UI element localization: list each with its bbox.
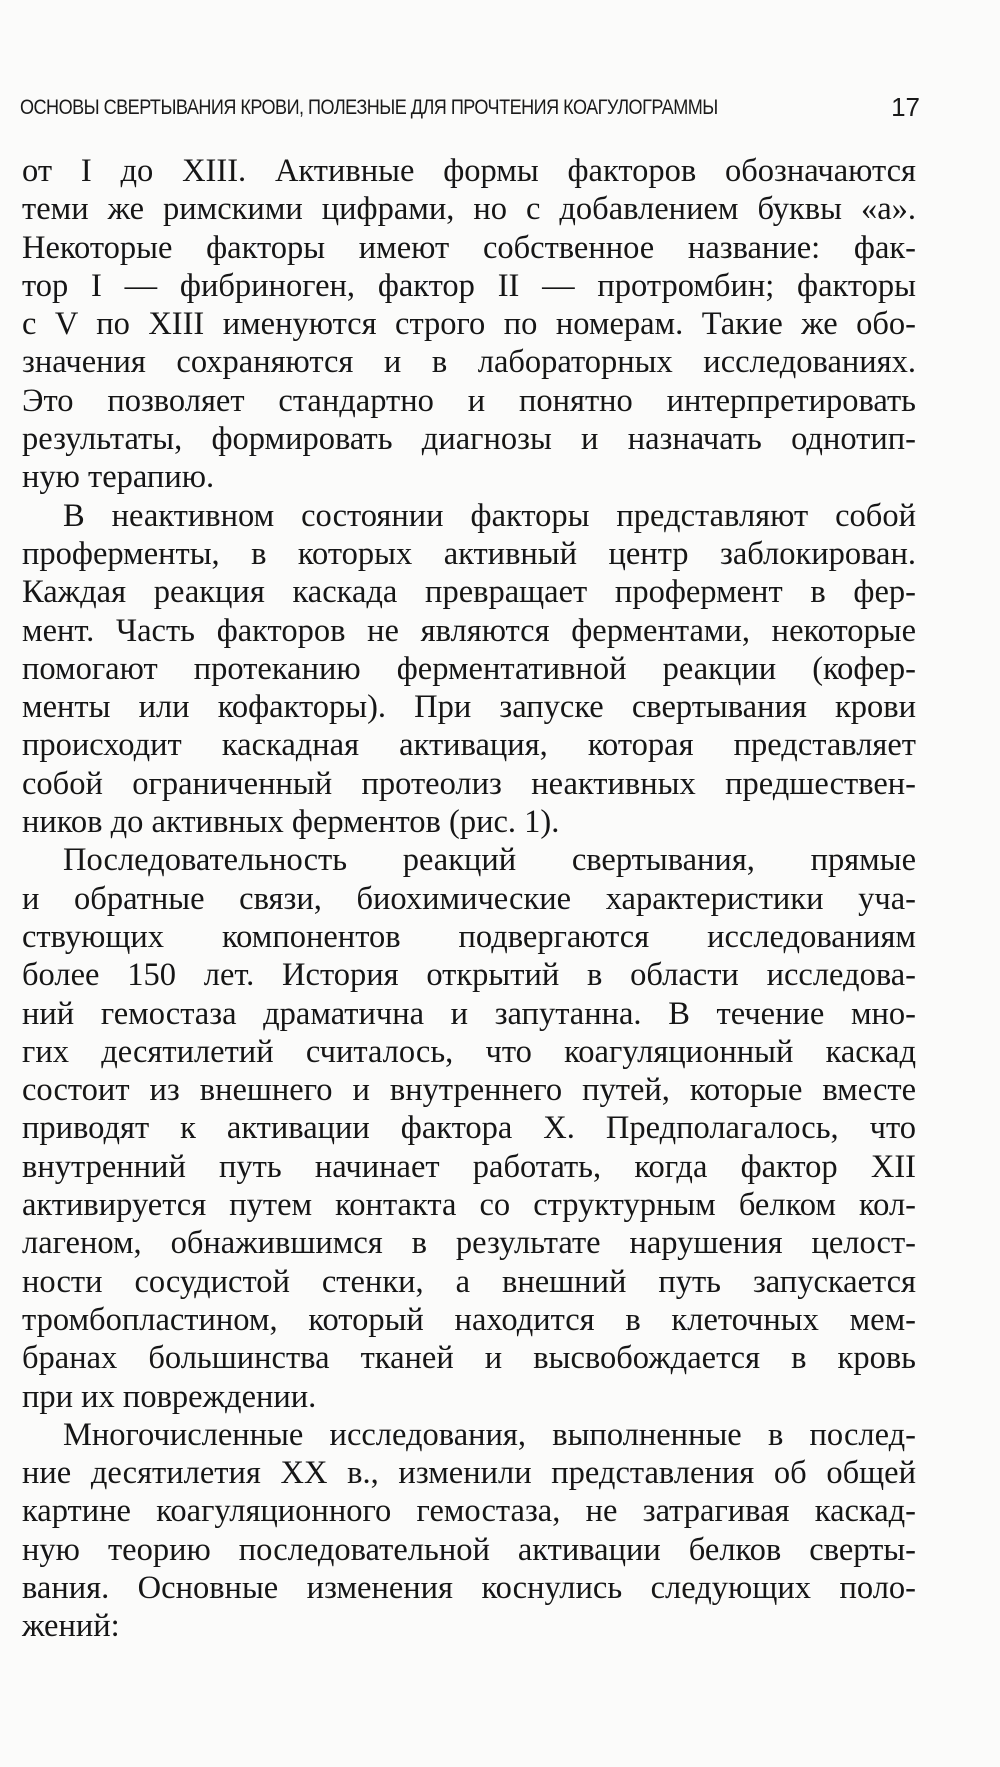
text-line: Это позволяет стандартно и понятно интерпретировать	[22, 382, 916, 419]
text-line: ников до активных ферментов (рис. 1).	[22, 804, 560, 841]
running-header	[20, 92, 920, 126]
text-line: Каждая реакция каскада превращает профермент в фер-	[22, 574, 916, 611]
text-line: картине коагуляционного гемостаза, не затрагивая каскад-	[22, 1493, 916, 1530]
text-line: помогают протеканию ферментативной реакции (кофер-	[22, 650, 916, 687]
text-line: более 150 лет. История открытий в области исследова-	[22, 957, 916, 994]
text-line: мент. Часть факторов не являются ферментами, некоторые	[22, 612, 916, 649]
text-line: бранах большинства тканей и высвобождается в кровь	[22, 1340, 916, 1377]
text-line: ний гемостаза драматична и запутанна. В течение мно-	[22, 995, 916, 1032]
paragraph	[22, 1416, 916, 1646]
text-line: результаты, формировать диагнозы и назначать однотип-	[22, 421, 916, 458]
text-line: внутренний путь начинает работать, когда фактор XII	[22, 1148, 916, 1185]
text-line: Некоторые факторы имеют собственное название: фак-	[22, 229, 916, 266]
running-title: ОСНОВЫ СВЕРТЫВАНИЯ КРОВИ, ПОЛЕЗНЫЕ ДЛЯ ПРОЧТЕНИЯ КОАГУЛОГРАММЫ	[20, 96, 718, 119]
text-line: ности сосудистой стенки, а внешний путь запускается	[22, 1263, 916, 1300]
text-line: жений:	[22, 1608, 120, 1645]
text-line: тромбопластином, который находится в клеточных мем-	[22, 1301, 916, 1338]
text-line: проферменты, в которых активный центр заблокирован.	[22, 535, 916, 572]
text-line: собой ограниченный протеолиз неактивных предшествен-	[22, 765, 916, 802]
body-text	[22, 152, 916, 1646]
text-line: вания. Основные изменения коснулись следующих поло-	[22, 1569, 916, 1606]
text-line: приводят к активации фактора X. Предполагалось, что	[22, 1110, 916, 1147]
text-line: тор I — фибриноген, фактор II — протромбин; факторы	[22, 267, 916, 304]
text-line: ствующих компонентов подвергаются исследованиям	[22, 918, 916, 955]
text-line: Последовательность реакций свертывания, прямые	[63, 842, 916, 879]
text-line: ную теорию последовательной активации белков сверты-	[22, 1531, 916, 1568]
text-line: и обратные связи, биохимические характеристики уча-	[22, 880, 916, 917]
text-line: гих десятилетий считалось, что коагуляционный каскад	[22, 1033, 916, 1070]
text-line: лагеном, обнажившимся в результате нарушения целост-	[22, 1225, 916, 1262]
page-number: 17	[891, 92, 920, 122]
text-line: с V по XIII именуются строго по номерам. Такие же обо-	[22, 306, 916, 343]
paragraph	[22, 152, 916, 497]
text-line: ние десятилетия XX в., изменили представления об общей	[22, 1455, 916, 1492]
paragraph	[22, 841, 916, 1415]
text-line: происходит каскадная активация, которая представляет	[22, 727, 916, 764]
text-line: при их повреждении.	[22, 1378, 317, 1415]
text-line: ную терапию.	[22, 459, 215, 496]
text-line: состоит из внешнего и внутреннего путей, которые вместе	[22, 1072, 916, 1109]
text-line: активируется путем контакта со структурным белком кол-	[22, 1187, 916, 1224]
text-line: значения сохраняются и в лабораторных исследованиях.	[22, 344, 916, 381]
text-line: от I до XIII. Активные формы факторов обозначаются	[22, 153, 916, 189]
paragraph	[22, 497, 916, 842]
text-line: В неактивном состоянии факторы представляют собой	[63, 497, 916, 534]
text-line: Многочисленные исследования, выполненные в послед-	[63, 1416, 916, 1453]
text-line: менты или кофакторы). При запуске свертывания крови	[22, 689, 916, 726]
text-line: теми же римскими цифрами, но с добавлением буквы «а».	[22, 191, 916, 228]
